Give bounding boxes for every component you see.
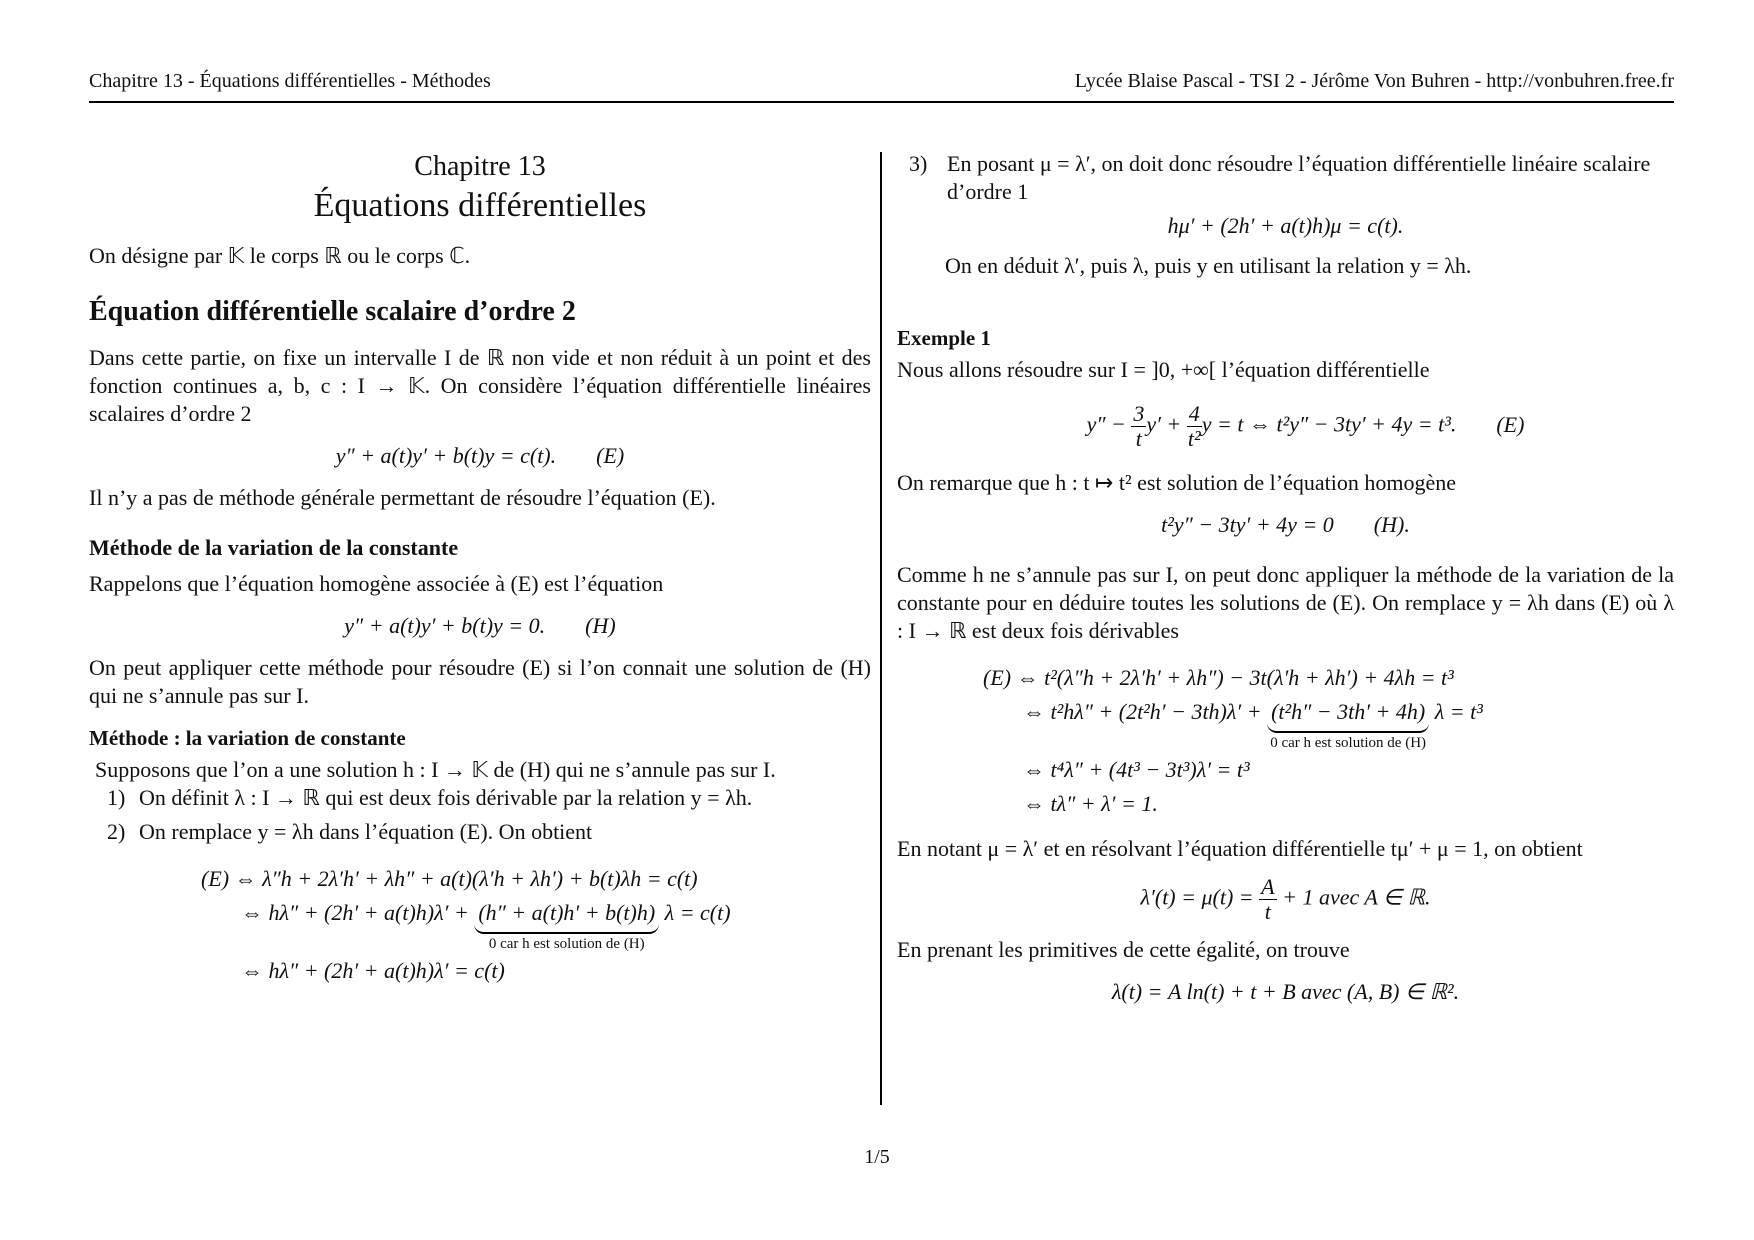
equation-H-tag: (H) <box>585 613 616 638</box>
example-row-1: (E) ⇔ t²(λ″h + 2λ′h′ + λh″) − 3t(λ′h + λh′) + 4λh = t³ <box>983 665 1454 690</box>
subsection-paragraph-1: Rappelons que l’équation homogène associée à (E) est l’équation <box>89 571 664 596</box>
equation-E-tag: (E) <box>596 443 625 468</box>
equation-H-body: y″ + a(t)y′ + b(t)y = 0. <box>344 613 546 638</box>
method-intro: Supposons que l’on a une solution h : I → 𝕂 de (H) qui ne s’annule pas sur I. <box>95 757 776 782</box>
method-step-2: 2) On remplace y = λh dans l’équation (E). On obtient <box>107 819 593 844</box>
fraction-4-over-t2: $\frac{4}{\text{t²}}$ <box>1187 401 1201 451</box>
derivation-row-1: (E) ⇔ λ″h + 2λ′h′ + λh″ + a(t)(λ′h + λh′) + b(t)λh = c(t) <box>201 866 698 891</box>
equation-mu: hμ′ + (2h′ + a(t)h)μ = c(t). <box>1167 213 1404 238</box>
subsection-title: Méthode de la variation de la constante <box>89 535 459 560</box>
example-row-3: ⇔ t⁴λ″ + (4t³ − 3t³)λ′ = t³ <box>1023 757 1250 782</box>
example-title: Exemple 1 <box>897 326 991 350</box>
method-step-3: 3) En posant μ = λ′, on doit donc résoudre l’équation différentielle linéaire scalaire d’ordre 1 <box>909 151 1651 204</box>
example-equation-mu: λ′(t) = μ(t) = $\frac{A}{t}$ + 1 avec A ∈ ℝ. <box>1140 874 1431 924</box>
example-paragraph-1: Nous allons résoudre sur I = ]0, +∞[ l’équation différentielle <box>897 357 1430 382</box>
example-underbrace-term: (t²h″ − 3th′ + 4h) <box>1267 695 1429 733</box>
underbrace-note: 0 car h est solution de (H) <box>488 936 645 952</box>
example-derivation <box>897 661 1674 821</box>
equation-E <box>89 442 871 470</box>
intro-paragraph: On désigne par 𝕂 le corps ℝ ou le corps ℂ. <box>89 243 471 268</box>
header-rule <box>89 101 1674 103</box>
chapter-number: Chapitre 13 <box>414 151 546 182</box>
equation-H <box>89 612 871 640</box>
example-paragraph-5: En prenant les primitives de cette égalité, on trouve <box>897 937 1350 962</box>
example-row-4: ⇔ tλ″ + λ′ = 1. <box>1023 791 1158 816</box>
page-number: 1/5 <box>864 1146 890 1168</box>
method-derivation <box>89 862 871 988</box>
column-divider <box>880 152 882 1105</box>
section-paragraph-1: Dans cette partie, on fixe un intervalle I de ℝ non vide et non réduit à un point et des fonction continues a, b, c : I → 𝕂. On considère l’équation différentielle linéaires scalaires d’ordre 2 <box>89 345 871 426</box>
section-title: Équation différentielle scalaire d’ordre 2 <box>89 296 576 327</box>
fraction-A-over-t: $\frac{A}{t}$ <box>1261 874 1275 924</box>
fraction-3-over-t: $\frac{3}{t}$ <box>1133 401 1145 451</box>
method-steps <box>89 784 871 846</box>
derivation-row-2: ⇔ hλ″ + (2h′ + a(t)h)λ′ + (h″ + a(t)h′ + b(t)h) 0 car h est solution de (H) λ = c(t) <box>201 896 871 954</box>
example-underbrace-note: 0 car h est solution de (H) <box>1270 735 1427 751</box>
example-paragraph-2: On remarque que h : t ↦ t² est solution de l’équation homogène <box>897 470 1457 495</box>
subsection-paragraph-2: On peut appliquer cette méthode pour résoudre (E) si l’on connait une solution de (H) qui ne s’annule pas sur I. <box>89 655 871 708</box>
example-equation-final: λ(t) = A ln(t) + t + B avec (A, B) ∈ ℝ². <box>1111 979 1460 1004</box>
right-column <box>897 150 1674 1020</box>
method-title: Méthode : la variation de constante <box>89 726 406 750</box>
section-paragraph-2: Il n’y a pas de méthode générale permettant de résoudre l’équation (E). <box>89 485 716 510</box>
running-header-right: Lycée Blaise Pascal - TSI 2 - Jérôme Von Buhren - http://vonbuhren.free.fr <box>1074 70 1674 92</box>
method-step-1: 1) On définit λ : I → ℝ qui est deux fois dérivable par la relation y = λh. <box>107 785 753 810</box>
running-header-left: Chapitre 13 - Équations différentielles - Méthodes <box>89 70 491 92</box>
underbrace-term: (h″ + a(t)h′ + b(t)h) <box>474 896 659 934</box>
method-conclusion: On en déduit λ′, puis λ, puis y en utilisant la relation y = λh. <box>945 253 1472 278</box>
example-paragraph-4: En notant μ = λ′ et en résolvant l’équation différentielle tμ′ + μ = 1, on obtient <box>897 836 1583 861</box>
left-column <box>89 150 871 1002</box>
derivation-row-3: ⇔ hλ″ + (2h′ + a(t)h)λ′ = c(t) <box>241 958 505 983</box>
example-row-2: ⇔ t²hλ″ + (2t²h′ − 3th)λ′ + (t²h″ − 3th′ + 4h) 0 car h est solution de (H) λ = t³ <box>983 695 1674 753</box>
example-equation-E: y″ − $\frac{3}{t}$ y′ + $\frac{4}{\text{t²}}$ y = t ⇔ t²y″ − 3ty′ + 4y = t³. (E) <box>1086 401 1525 451</box>
equation-E-body: y″ + a(t)y′ + b(t)y = c(t). <box>335 443 557 468</box>
example-paragraph-3: Comme h ne s’annule pas sur I, on peut donc appliquer la méthode de la variation de la constante pour en déduire toutes les solutions de (E). On remplace y = λh dans (E) où λ : I → ℝ est deux fois dérivables <box>897 562 1674 643</box>
example-equation-H: t²y″ − 3ty′ + 4y = 0 (H). <box>1161 512 1410 537</box>
method-steps-continued <box>897 150 1674 206</box>
chapter-title: Équations différentielles <box>313 187 647 224</box>
